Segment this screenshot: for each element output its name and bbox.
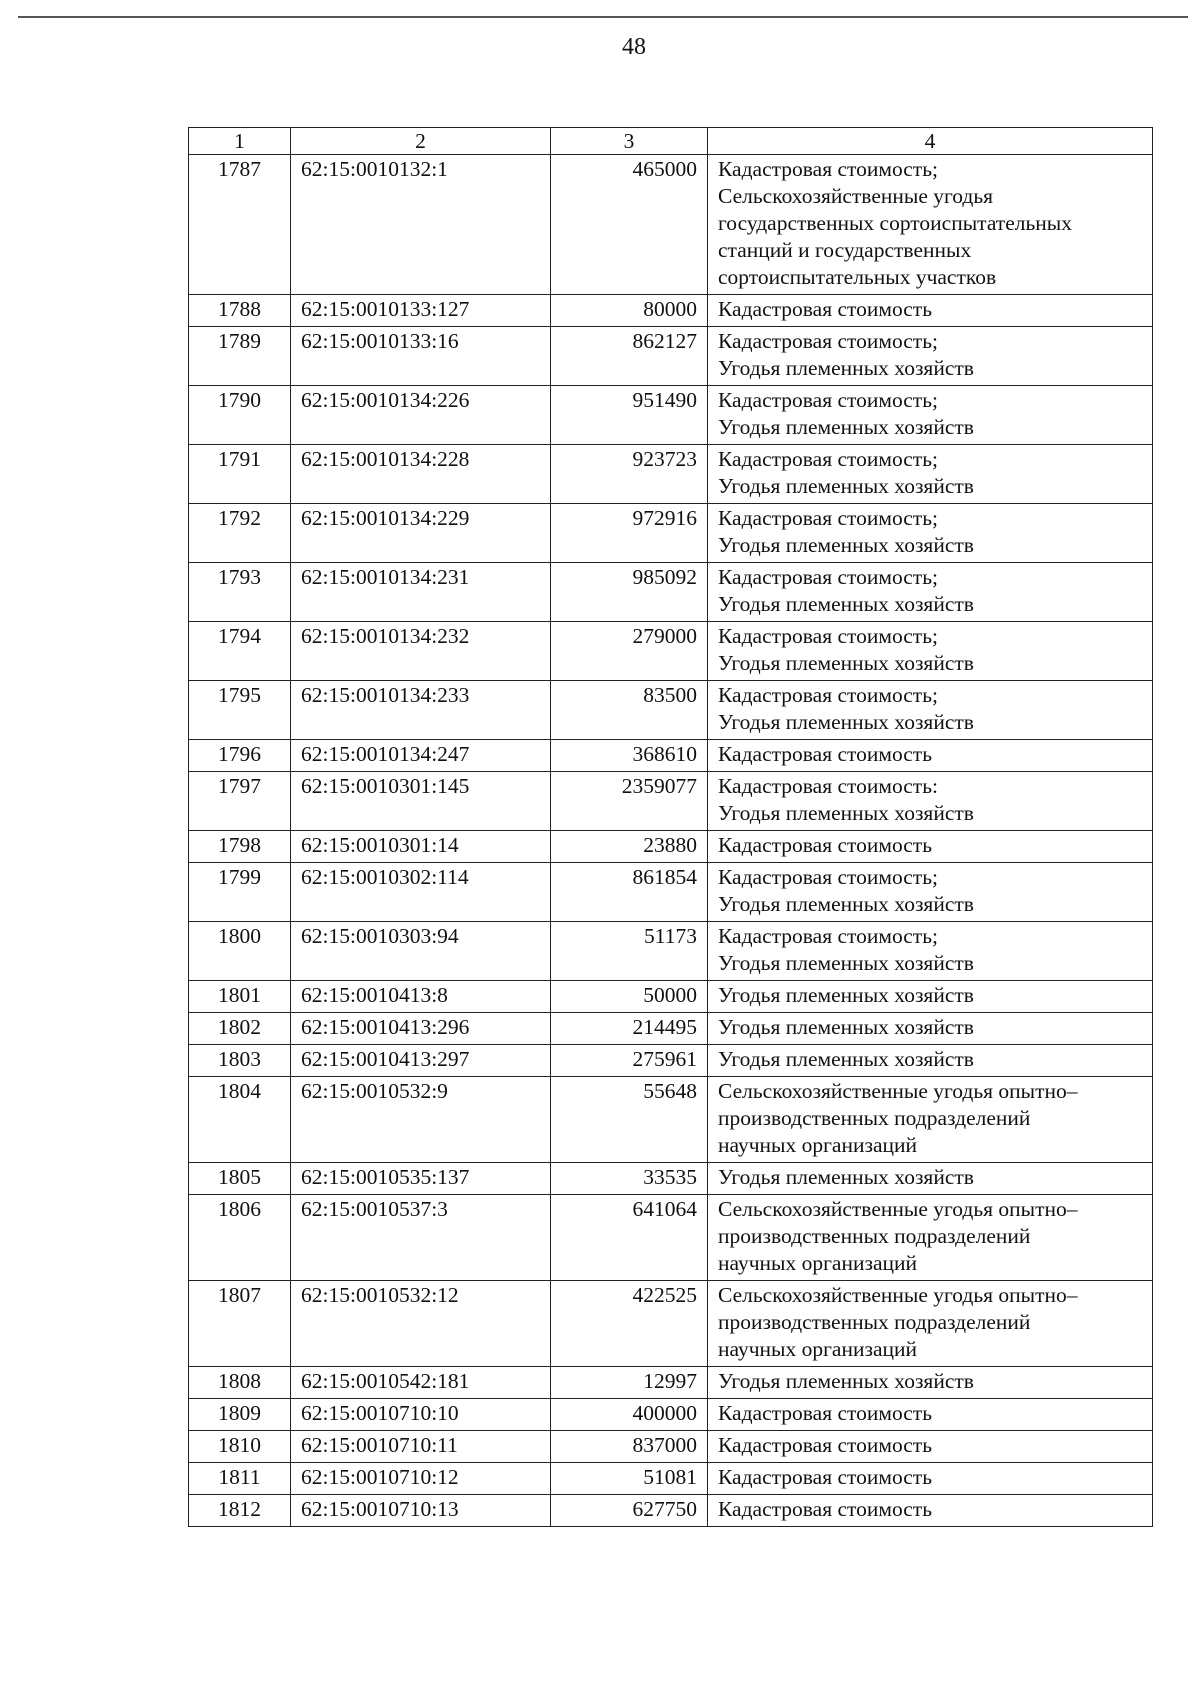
value-cell: 951490 — [551, 386, 708, 445]
table-row — [189, 772, 1153, 831]
table-body — [189, 155, 1153, 1527]
table-row — [189, 831, 1153, 863]
table-row — [189, 1495, 1153, 1527]
value-cell: 641064 — [551, 1195, 708, 1281]
row-number-cell: 1808 — [189, 1367, 291, 1399]
table-row — [189, 1013, 1153, 1045]
row-number-cell: 1806 — [189, 1195, 291, 1281]
cadastral-number-cell: 62:15:0010134:228 — [291, 445, 551, 504]
cadastral-number-cell: 62:15:0010542:181 — [291, 1367, 551, 1399]
cadastral-number-cell: 62:15:0010134:231 — [291, 563, 551, 622]
cadastral-number-cell: 62:15:0010532:12 — [291, 1281, 551, 1367]
table-row — [189, 445, 1153, 504]
row-number-cell: 1789 — [189, 327, 291, 386]
description-line: Кадастровая стоимость; — [718, 683, 938, 707]
row-number-cell: 1796 — [189, 740, 291, 772]
row-number-cell: 1798 — [189, 831, 291, 863]
description-line: Кадастровая стоимость; — [718, 388, 938, 412]
description-cell — [708, 740, 1153, 772]
description-line: Угодья племенных хозяйств — [718, 356, 974, 380]
description-cell — [708, 1163, 1153, 1195]
cadastral-number-cell: 62:15:0010134:232 — [291, 622, 551, 681]
value-cell: 465000 — [551, 155, 708, 295]
description-cell — [708, 1431, 1153, 1463]
value-cell: 33535 — [551, 1163, 708, 1195]
cadastral-number-cell: 62:15:0010134:226 — [291, 386, 551, 445]
value-cell: 627750 — [551, 1495, 708, 1527]
row-number-cell: 1788 — [189, 295, 291, 327]
description-line: Угодья племенных хозяйств — [718, 951, 974, 975]
description-cell — [708, 772, 1153, 831]
description-line: Угодья племенных хозяйств — [718, 651, 974, 675]
table-row — [189, 681, 1153, 740]
description-line: Кадастровая стоимость; — [718, 624, 938, 648]
description-cell — [708, 681, 1153, 740]
description-line: Кадастровая стоимость — [718, 297, 933, 321]
table-row — [189, 863, 1153, 922]
description-cell — [708, 1013, 1153, 1045]
description-cell — [708, 295, 1153, 327]
row-number-cell: 1797 — [189, 772, 291, 831]
description-line: Кадастровая стоимость; — [718, 447, 938, 471]
description-line: научных организаций — [718, 1251, 918, 1275]
cadastral-number-cell: 62:15:0010133:127 — [291, 295, 551, 327]
description-cell — [708, 1281, 1153, 1367]
column-header-1: 1 — [189, 128, 291, 155]
row-number-cell: 1791 — [189, 445, 291, 504]
description-line: научных организаций — [718, 1133, 918, 1157]
description-line: государственных сортоиспытательных — [718, 211, 1072, 235]
table-row — [189, 155, 1153, 295]
row-number-cell: 1792 — [189, 504, 291, 563]
column-header-3: 3 — [551, 128, 708, 155]
description-cell — [708, 504, 1153, 563]
description-cell — [708, 981, 1153, 1013]
description-line: Угодья племенных хозяйств — [718, 1369, 974, 1393]
cadastral-number-cell: 62:15:0010303:94 — [291, 922, 551, 981]
value-cell: 51173 — [551, 922, 708, 981]
description-line: Кадастровая стоимость; — [718, 565, 938, 589]
table-row — [189, 1281, 1153, 1367]
row-number-cell: 1804 — [189, 1077, 291, 1163]
table-row — [189, 1431, 1153, 1463]
value-cell: 368610 — [551, 740, 708, 772]
table-row — [189, 1367, 1153, 1399]
description-cell — [708, 1077, 1153, 1163]
description-cell — [708, 622, 1153, 681]
table-row — [189, 622, 1153, 681]
table-header-row — [189, 128, 1153, 155]
description-line: Угодья племенных хозяйств — [718, 592, 974, 616]
table-row — [189, 386, 1153, 445]
description-line: Кадастровая стоимость — [718, 742, 933, 766]
description-line: Угодья племенных хозяйств — [718, 474, 974, 498]
description-line: Угодья племенных хозяйств — [718, 983, 974, 1007]
description-cell — [708, 863, 1153, 922]
row-number-cell: 1801 — [189, 981, 291, 1013]
description-line: Кадастровая стоимость: — [718, 774, 938, 798]
table-row — [189, 922, 1153, 981]
description-line: Сельскохозяйственные угодья опытно– — [718, 1079, 1078, 1103]
description-line: Кадастровая стоимость; — [718, 157, 938, 181]
description-cell — [708, 1399, 1153, 1431]
description-line: Угодья племенных хозяйств — [718, 415, 974, 439]
value-cell: 923723 — [551, 445, 708, 504]
table-row — [189, 327, 1153, 386]
row-number-cell: 1812 — [189, 1495, 291, 1527]
value-cell: 279000 — [551, 622, 708, 681]
cadastral-number-cell: 62:15:0010302:114 — [291, 863, 551, 922]
row-number-cell: 1811 — [189, 1463, 291, 1495]
description-line: Кадастровая стоимость — [718, 1433, 933, 1457]
description-line: Угодья племенных хозяйств — [718, 892, 974, 916]
value-cell: 985092 — [551, 563, 708, 622]
description-cell — [708, 1195, 1153, 1281]
row-number-cell: 1787 — [189, 155, 291, 295]
row-number-cell: 1800 — [189, 922, 291, 981]
row-number-cell: 1802 — [189, 1013, 291, 1045]
description-line: сортоиспытательных участков — [718, 265, 997, 289]
description-line: производственных подразделений — [718, 1106, 1031, 1130]
row-number-cell: 1799 — [189, 863, 291, 922]
description-cell — [708, 1463, 1153, 1495]
value-cell: 275961 — [551, 1045, 708, 1077]
description-cell — [708, 327, 1153, 386]
cadastral-number-cell: 62:15:0010132:1 — [291, 155, 551, 295]
table-row — [189, 1195, 1153, 1281]
cadastral-number-cell: 62:15:0010535:137 — [291, 1163, 551, 1195]
column-header-4: 4 — [708, 128, 1153, 155]
description-cell — [708, 155, 1153, 295]
value-cell: 55648 — [551, 1077, 708, 1163]
value-cell: 80000 — [551, 295, 708, 327]
cadastral-number-cell: 62:15:0010710:10 — [291, 1399, 551, 1431]
cadastral-number-cell: 62:15:0010301:14 — [291, 831, 551, 863]
row-number-cell: 1809 — [189, 1399, 291, 1431]
description-line: Сельскохозяйственные угодья опытно– — [718, 1197, 1078, 1221]
description-line: станций и государственных — [718, 238, 972, 262]
table-row — [189, 1045, 1153, 1077]
description-line: Угодья племенных хозяйств — [718, 710, 974, 734]
row-number-cell: 1803 — [189, 1045, 291, 1077]
description-line: Угодья племенных хозяйств — [718, 533, 974, 557]
description-line: Кадастровая стоимость; — [718, 924, 938, 948]
table-row — [189, 295, 1153, 327]
cadastral-number-cell: 62:15:0010133:16 — [291, 327, 551, 386]
description-line: Кадастровая стоимость; — [718, 865, 938, 889]
value-cell: 972916 — [551, 504, 708, 563]
cadastral-number-cell: 62:15:0010413:296 — [291, 1013, 551, 1045]
value-cell: 400000 — [551, 1399, 708, 1431]
description-line: Сельскохозяйственные угодья — [718, 184, 994, 208]
value-cell: 862127 — [551, 327, 708, 386]
table-row — [189, 563, 1153, 622]
value-cell: 51081 — [551, 1463, 708, 1495]
row-number-cell: 1805 — [189, 1163, 291, 1195]
description-cell — [708, 1367, 1153, 1399]
cadastral-number-cell: 62:15:0010537:3 — [291, 1195, 551, 1281]
description-cell — [708, 386, 1153, 445]
row-number-cell: 1810 — [189, 1431, 291, 1463]
value-cell: 83500 — [551, 681, 708, 740]
description-cell — [708, 445, 1153, 504]
row-number-cell: 1794 — [189, 622, 291, 681]
cadastral-number-cell: 62:15:0010413:297 — [291, 1045, 551, 1077]
description-cell — [708, 922, 1153, 981]
row-number-cell: 1807 — [189, 1281, 291, 1367]
value-cell: 23880 — [551, 831, 708, 863]
description-line: научных организаций — [718, 1337, 918, 1361]
cadastral-number-cell: 62:15:0010301:145 — [291, 772, 551, 831]
table-row — [189, 740, 1153, 772]
description-line: Кадастровая стоимость — [718, 833, 933, 857]
description-line: Угодья племенных хозяйств — [718, 1015, 974, 1039]
description-line: Угодья племенных хозяйств — [718, 801, 974, 825]
description-line: Кадастровая стоимость; — [718, 506, 938, 530]
description-cell — [708, 831, 1153, 863]
cadastral-number-cell: 62:15:0010134:229 — [291, 504, 551, 563]
row-number-cell: 1790 — [189, 386, 291, 445]
column-header-2: 2 — [291, 128, 551, 155]
row-number-cell: 1793 — [189, 563, 291, 622]
table-row — [189, 504, 1153, 563]
description-line: Угодья племенных хозяйств — [718, 1047, 974, 1071]
table-row — [189, 981, 1153, 1013]
description-line: Кадастровая стоимость; — [718, 329, 938, 353]
cadastral-number-cell: 62:15:0010710:12 — [291, 1463, 551, 1495]
land-parcels-table — [188, 127, 1153, 1527]
cadastral-number-cell: 62:15:0010710:11 — [291, 1431, 551, 1463]
table-row — [189, 1077, 1153, 1163]
value-cell: 2359077 — [551, 772, 708, 831]
description-line: Угодья племенных хозяйств — [718, 1165, 974, 1189]
cadastral-number-cell: 62:15:0010532:9 — [291, 1077, 551, 1163]
cadastral-number-cell: 62:15:0010134:247 — [291, 740, 551, 772]
description-cell — [708, 1495, 1153, 1527]
value-cell: 50000 — [551, 981, 708, 1013]
scan-edge-line — [18, 16, 1188, 18]
table-row — [189, 1463, 1153, 1495]
description-line: производственных подразделений — [718, 1310, 1031, 1334]
value-cell: 214495 — [551, 1013, 708, 1045]
description-line: Кадастровая стоимость — [718, 1401, 933, 1425]
cadastral-number-cell: 62:15:0010413:8 — [291, 981, 551, 1013]
description-line: производственных подразделений — [718, 1224, 1031, 1248]
description-line: Кадастровая стоимость — [718, 1465, 933, 1489]
value-cell: 422525 — [551, 1281, 708, 1367]
cadastral-number-cell: 62:15:0010710:13 — [291, 1495, 551, 1527]
cadastral-number-cell: 62:15:0010134:233 — [291, 681, 551, 740]
row-number-cell: 1795 — [189, 681, 291, 740]
description-cell — [708, 1045, 1153, 1077]
description-line: Сельскохозяйственные угодья опытно– — [718, 1283, 1078, 1307]
table-row — [189, 1163, 1153, 1195]
table-row — [189, 1399, 1153, 1431]
page-number: 48 — [622, 34, 646, 60]
value-cell: 12997 — [551, 1367, 708, 1399]
description-line: Кадастровая стоимость — [718, 1497, 933, 1521]
description-cell — [708, 563, 1153, 622]
value-cell: 837000 — [551, 1431, 708, 1463]
value-cell: 861854 — [551, 863, 708, 922]
